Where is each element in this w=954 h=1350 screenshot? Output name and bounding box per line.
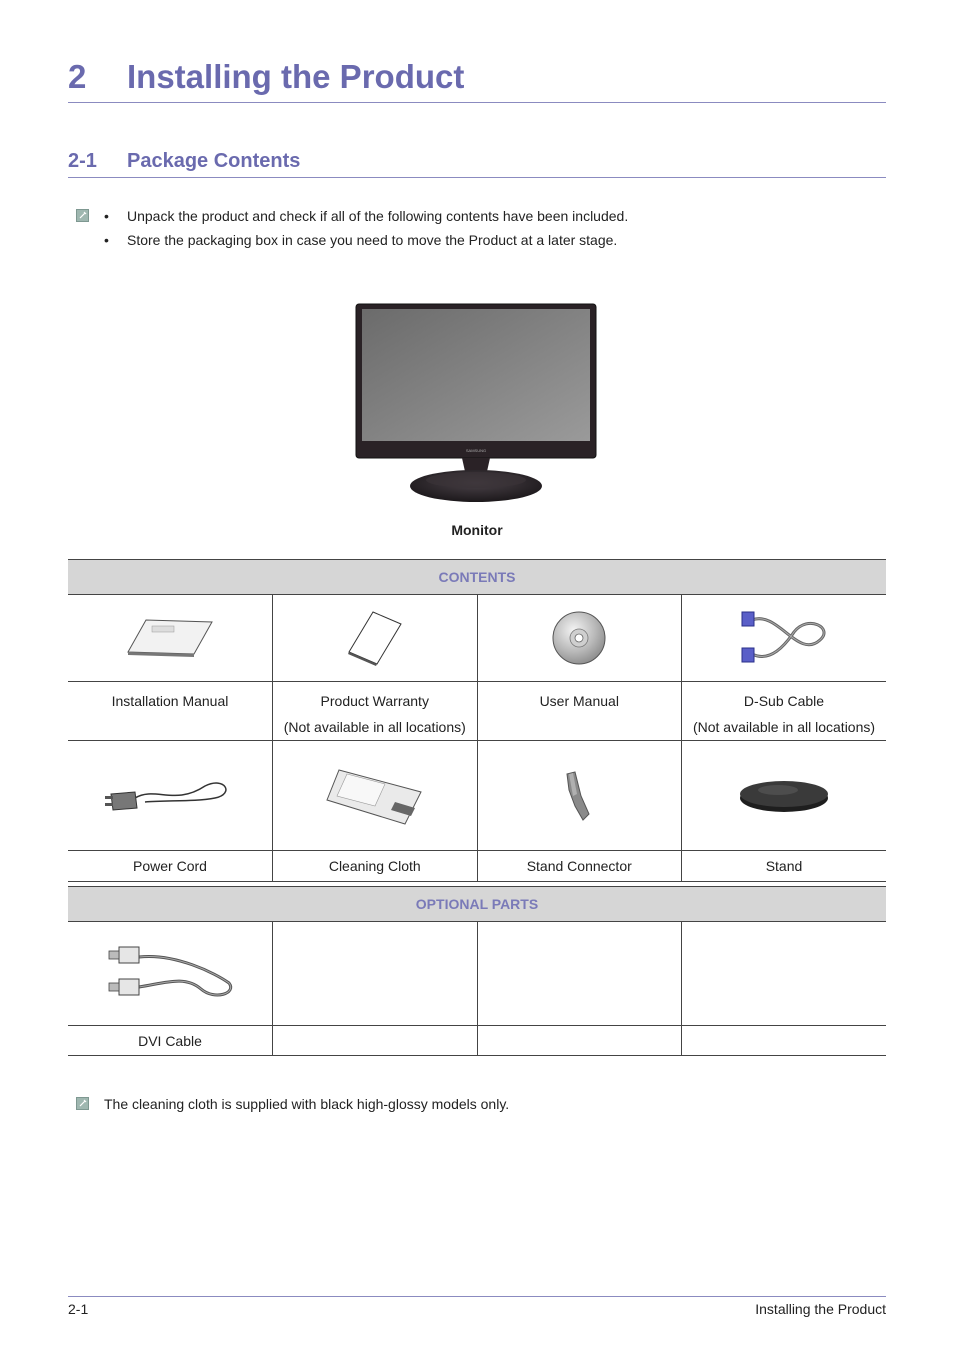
item-name: D-Sub Cable [743,693,825,709]
footer-rule [68,1296,886,1297]
footer-chapter-title: Installing the Product [755,1301,886,1317]
power-cord-image [68,741,273,851]
chapter-heading [68,58,886,103]
empty-label [477,1026,682,1056]
item-note: (Not available in all locations) [692,719,876,735]
dvi-cable-image [68,922,273,1026]
d-sub-cable-label [682,682,887,741]
cleaning-cloth-label: Cleaning Cloth [273,851,478,882]
stand-base-image [682,741,887,851]
note-intro-2: Store the packaging box in case you need to move the Product at a later stage. [127,232,618,248]
note-cleaning-cloth: The cleaning cloth is supplied with black high-glossy models only. [104,1096,510,1112]
section-number: 2-1 [68,150,97,172]
stand-connector-label: Stand Connector [477,851,682,882]
item-name: Installation Manual [111,693,229,709]
empty-label [682,1026,887,1056]
chapter-title: Installing the Product [127,58,465,95]
dvi-cable-label: DVI Cable [68,1026,273,1056]
chapter-number: 2 [68,58,87,95]
bullet-marker: • [104,232,109,248]
power-cord-label: Power Cord [68,851,273,882]
product-warranty-image [273,595,478,682]
optional-parts-table [68,886,886,1056]
empty-cell [273,922,478,1026]
installation-manual-image [68,595,273,682]
stand-label: Stand [682,851,887,882]
section-heading [68,150,886,178]
installation-manual-label [68,682,273,741]
user-manual-label [477,682,682,741]
empty-label [273,1026,478,1056]
empty-cell [682,922,887,1026]
stand-connector-image [477,741,682,851]
contents-table [68,559,886,882]
product-warranty-label [273,682,478,741]
cleaning-cloth-image [273,741,478,851]
item-name: User Manual [539,693,619,709]
empty-cell [477,922,682,1026]
d-sub-cable-image [682,595,887,682]
optional-parts-header: OPTIONAL PARTS [68,887,886,922]
section-title: Package Contents [127,150,301,172]
note-icon [76,1097,89,1110]
user-manual-cd-image [477,595,682,682]
monitor-caption: Monitor [451,522,503,538]
bullet-marker: • [104,208,109,224]
note-icon [76,209,89,222]
monitor-image [352,300,600,510]
note-intro-1: Unpack the product and check if all of the following contents have been included. [127,208,629,224]
footer-page-number: 2-1 [68,1301,89,1317]
contents-header: CONTENTS [68,560,886,595]
monitor-brand-text: SAMSUNG [465,448,487,453]
item-name: Product Warranty [320,693,429,709]
item-note: (Not available in all locations) [283,719,466,735]
